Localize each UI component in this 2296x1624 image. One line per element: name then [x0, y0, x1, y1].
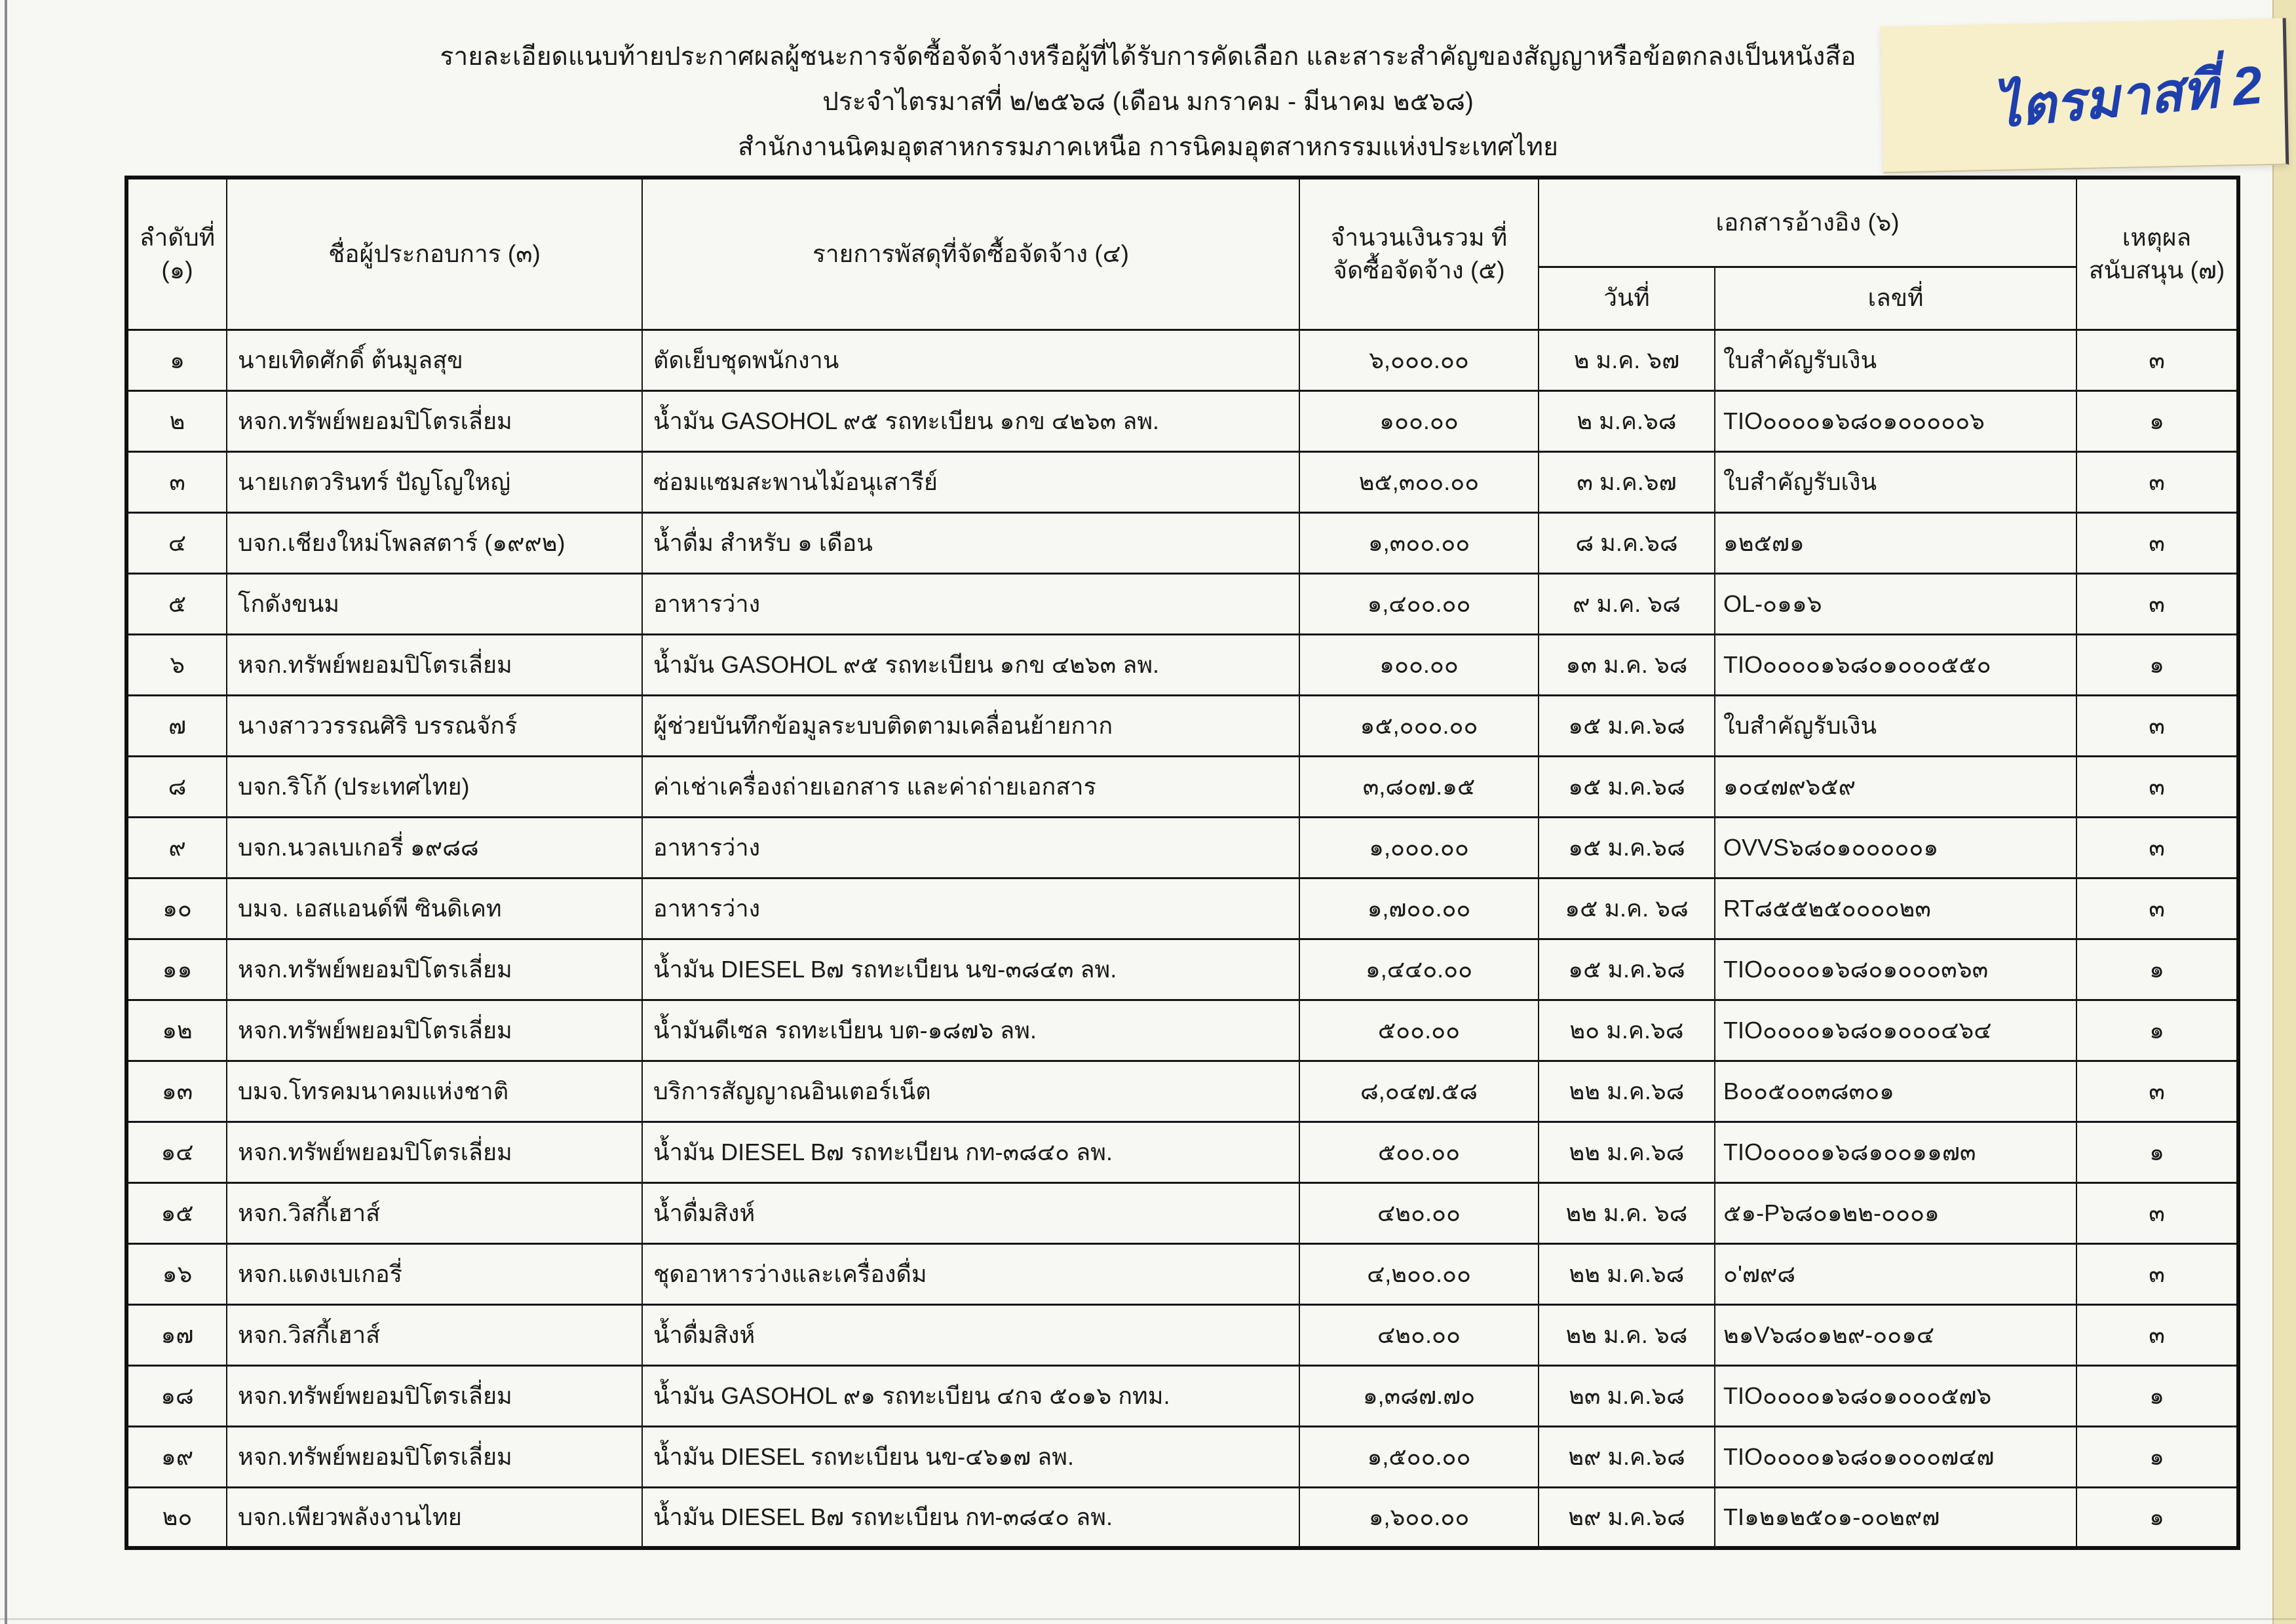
- col-seq-cell: ๑๖: [126, 1243, 227, 1304]
- col-reason-cell: ๑: [2076, 1000, 2238, 1061]
- col-seq-cell: ๑๙: [126, 1426, 227, 1487]
- col-seq-cell: ๖: [126, 634, 227, 695]
- col-number-cell: ๑๒๕๗๑: [1715, 512, 2076, 573]
- col-reason-cell: ๑: [2076, 939, 2238, 1000]
- sticky-note-handwriting: ไตรมาสที่ 2: [1991, 55, 2265, 140]
- header-number: เลขที่: [1715, 267, 2076, 330]
- table-row: [126, 939, 2238, 1000]
- header-reason-line2: สนับสนุน (๗): [2088, 256, 2225, 284]
- col-amount-cell: ๑,๓๐๐.๐๐: [1299, 512, 1539, 573]
- col-date-cell: ๘ ม.ค.๖๘: [1539, 512, 1715, 573]
- col-amount-cell: ๖,๐๐๐.๐๐: [1299, 330, 1539, 390]
- col-item-cell: น้ำดื่มสิงห์: [642, 1304, 1299, 1365]
- col-seq-cell: ๑๘: [126, 1365, 227, 1426]
- col-reason-cell: ๓: [2076, 756, 2238, 817]
- col-number-cell: TIO๐๐๐๐๑๖๘๑๐๐๑๑๗๓: [1715, 1122, 2076, 1182]
- col-item-cell: อาหารว่าง: [642, 878, 1299, 939]
- col-amount-cell: ๑,๔๐๐.๐๐: [1299, 573, 1539, 634]
- col-reason-cell: ๑: [2076, 390, 2238, 451]
- col-seq-cell: ๗: [126, 695, 227, 756]
- table-row: [126, 878, 2238, 939]
- col-seq-cell: ๑: [126, 330, 227, 390]
- col-vendor-cell: หจก.แดงเบเกอรี่: [227, 1243, 642, 1304]
- col-amount-cell: ๘,๐๔๗.๕๘: [1299, 1061, 1539, 1122]
- col-number-cell: RT๘๕๕๒๕๐๐๐๐๒๓: [1715, 878, 2076, 939]
- header-seq-line1: ลำดับที่: [139, 223, 216, 251]
- scan-bottom-shadow: [0, 1618, 2296, 1620]
- col-vendor-cell: บจก.เพียวพลังงานไทย: [227, 1487, 642, 1548]
- header-reason: [2076, 178, 2238, 330]
- header-vendor: ชื่อผู้ประกอบการ (๓): [227, 178, 642, 330]
- col-number-cell: ๑๐๔๗๙๖๕๙: [1715, 756, 2076, 817]
- col-number-cell: ๐'๗๙๘: [1715, 1243, 2076, 1304]
- col-vendor-cell: หจก.ทรัพย์พยอมปิโตรเลี่ยม: [227, 1365, 642, 1426]
- col-amount-cell: ๑,๕๐๐.๐๐: [1299, 1426, 1539, 1487]
- col-number-cell: TIO๐๐๐๐๑๖๘๐๑๐๐๐๐๐๖: [1715, 390, 2076, 451]
- col-reason-cell: ๑: [2076, 1426, 2238, 1487]
- col-reason-cell: ๓: [2076, 330, 2238, 390]
- col-date-cell: ๒๒ ม.ค. ๖๘: [1539, 1182, 1715, 1243]
- col-vendor-cell: หจก.ทรัพย์พยอมปิโตรเลี่ยม: [227, 390, 642, 451]
- header-item: รายการพัสดุที่จัดซื้อจัดจ้าง (๔): [642, 178, 1299, 330]
- col-reason-cell: ๓: [2076, 695, 2238, 756]
- col-date-cell: ๒๙ ม.ค.๖๘: [1539, 1487, 1715, 1548]
- col-seq-cell: ๘: [126, 756, 227, 817]
- table-row: [126, 1426, 2238, 1487]
- col-reason-cell: ๑: [2076, 1487, 2238, 1548]
- col-vendor-cell: หจก.ทรัพย์พยอมปิโตรเลี่ยม: [227, 634, 642, 695]
- col-amount-cell: ๔๒๐.๐๐: [1299, 1304, 1539, 1365]
- table-row: [126, 330, 2238, 390]
- col-date-cell: ๒๐ ม.ค.๖๘: [1539, 1000, 1715, 1061]
- col-amount-cell: ๑,๖๐๐.๐๐: [1299, 1487, 1539, 1548]
- col-date-cell: ๒๒ ม.ค.๖๘: [1539, 1061, 1715, 1122]
- col-amount-cell: ๓,๘๐๗.๑๕: [1299, 756, 1539, 817]
- col-reason-cell: ๑: [2076, 634, 2238, 695]
- procurement-table: [124, 176, 2240, 1550]
- col-reason-cell: ๓: [2076, 1061, 2238, 1122]
- header-seq-line2: (๑): [161, 256, 193, 284]
- col-date-cell: ๒ ม.ค. ๖๗: [1539, 330, 1715, 390]
- col-seq-cell: ๑๗: [126, 1304, 227, 1365]
- col-reason-cell: ๓: [2076, 573, 2238, 634]
- col-vendor-cell: บมจ. เอสแอนด์พี ซินดิเคท: [227, 878, 642, 939]
- col-number-cell: ใบสำคัญรับเงิน: [1715, 695, 2076, 756]
- col-vendor-cell: บมจ.โทรคมนาคมแห่งชาติ: [227, 1061, 642, 1122]
- col-item-cell: อาหารว่าง: [642, 573, 1299, 634]
- col-reason-cell: ๓: [2076, 451, 2238, 512]
- col-amount-cell: ๑๐๐.๐๐: [1299, 390, 1539, 451]
- col-item-cell: ชุดอาหารว่างและเครื่องดื่ม: [642, 1243, 1299, 1304]
- col-date-cell: ๒๒ ม.ค.๖๘: [1539, 1243, 1715, 1304]
- col-number-cell: TIO๐๐๐๐๑๖๘๐๑๐๐๐๕๕๐: [1715, 634, 2076, 695]
- table-row: [126, 1304, 2238, 1365]
- col-vendor-cell: นางสาววรรณศิริ บรรณจักร์: [227, 695, 642, 756]
- col-vendor-cell: บจก.นวลเบเกอรี่ ๑๙๘๘: [227, 817, 642, 878]
- table-row: [126, 1365, 2238, 1426]
- col-number-cell: TIO๐๐๐๐๑๖๘๐๑๐๐๐๕๗๖: [1715, 1365, 2076, 1426]
- col-date-cell: ๒๒ ม.ค.๖๘: [1539, 1122, 1715, 1182]
- table-row: [126, 1061, 2238, 1122]
- col-seq-cell: ๒๐: [126, 1487, 227, 1548]
- col-seq-cell: ๑๕: [126, 1182, 227, 1243]
- header-reason-line1: เหตุผล: [2122, 223, 2192, 251]
- col-amount-cell: ๑๐๐.๐๐: [1299, 634, 1539, 695]
- table-row: [126, 390, 2238, 451]
- col-date-cell: ๙ ม.ค. ๖๘: [1539, 573, 1715, 634]
- col-number-cell: B๐๐๕๐๐๓๘๓๐๑: [1715, 1061, 2076, 1122]
- col-seq-cell: ๓: [126, 451, 227, 512]
- header-reference-group: เอกสารอ้างอิง (๖): [1539, 178, 2076, 267]
- col-number-cell: OL-๐๑๑๖: [1715, 573, 2076, 634]
- col-item-cell: ผู้ช่วยบันทึกข้อมูลระบบติดตามเคลื่อนย้ายกาก: [642, 695, 1299, 756]
- col-number-cell: OVVS๖๘๐๑๐๐๐๐๐๑: [1715, 817, 2076, 878]
- col-seq-cell: ๔: [126, 512, 227, 573]
- col-item-cell: ค่าเช่าเครื่องถ่ายเอกสาร และค่าถ่ายเอกสาร: [642, 756, 1299, 817]
- col-seq-cell: ๑๑: [126, 939, 227, 1000]
- table-row: [126, 1122, 2238, 1182]
- col-number-cell: TIO๐๐๐๐๑๖๘๐๑๐๐๐๗๔๗: [1715, 1426, 2076, 1487]
- col-seq-cell: ๑๓: [126, 1061, 227, 1122]
- col-seq-cell: ๙: [126, 817, 227, 878]
- col-date-cell: ๒๒ ม.ค. ๖๘: [1539, 1304, 1715, 1365]
- col-item-cell: ตัดเย็บชุดพนักงาน: [642, 330, 1299, 390]
- col-date-cell: ๑๕ ม.ค. ๖๘: [1539, 878, 1715, 939]
- col-item-cell: ซ่อมแซมสะพานไม้อนุเสารีย์: [642, 451, 1299, 512]
- title-line-3: สำนักงานนิคมอุตสาหกรรมภาคเหนือ การนิคมอุตสาหกรรมแห่งประเทศไทย: [738, 133, 1558, 161]
- col-vendor-cell: หจก.ทรัพย์พยอมปิโตรเลี่ยม: [227, 1000, 642, 1061]
- table-row: [126, 573, 2238, 634]
- col-number-cell: ใบสำคัญรับเงิน: [1715, 330, 2076, 390]
- col-item-cell: น้ำดื่มสิงห์: [642, 1182, 1299, 1243]
- col-amount-cell: ๑,๔๔๐.๐๐: [1299, 939, 1539, 1000]
- col-vendor-cell: บจก.เชียงใหม่โพลสตาร์ (๑๙๙๒): [227, 512, 642, 573]
- col-item-cell: น้ำมัน GASOHOL ๙๕ รถทะเบียน ๑กข ๔๒๖๓ ลพ.: [642, 390, 1299, 451]
- table-row: [126, 695, 2238, 756]
- col-seq-cell: ๑๐: [126, 878, 227, 939]
- col-vendor-cell: โกดังขนม: [227, 573, 642, 634]
- col-number-cell: ๕๑-P๖๘๐๑๒๒-๐๐๐๑: [1715, 1182, 2076, 1243]
- table-body: [126, 330, 2238, 1548]
- table-row: [126, 817, 2238, 878]
- col-date-cell: ๑๓ ม.ค. ๖๘: [1539, 634, 1715, 695]
- col-number-cell: ใบสำคัญรับเงิน: [1715, 451, 2076, 512]
- col-item-cell: น้ำมัน DIESEL B๗ รถทะเบียน กท-๓๘๔๐ ลพ.: [642, 1122, 1299, 1182]
- col-date-cell: ๓ ม.ค.๖๗: [1539, 451, 1715, 512]
- col-vendor-cell: หจก.วิสกี้เฮาส์: [227, 1182, 642, 1243]
- col-amount-cell: ๑,๓๘๗.๗๐: [1299, 1365, 1539, 1426]
- col-vendor-cell: หจก.ทรัพย์พยอมปิโตรเลี่ยม: [227, 939, 642, 1000]
- col-date-cell: ๒๙ ม.ค.๖๘: [1539, 1426, 1715, 1487]
- col-item-cell: น้ำมัน GASOHOL ๙๑ รถทะเบียน ๔กจ ๕๐๑๖ กทม.: [642, 1365, 1299, 1426]
- table-row: [126, 1000, 2238, 1061]
- col-amount-cell: ๔๒๐.๐๐: [1299, 1182, 1539, 1243]
- col-reason-cell: ๓: [2076, 878, 2238, 939]
- col-date-cell: ๑๕ ม.ค.๖๘: [1539, 817, 1715, 878]
- col-amount-cell: ๕๐๐.๐๐: [1299, 1000, 1539, 1061]
- table-row: [126, 451, 2238, 512]
- col-item-cell: น้ำมัน DIESEL B๗ รถทะเบียน นข-๓๘๔๓ ลพ.: [642, 939, 1299, 1000]
- col-date-cell: ๑๕ ม.ค.๖๘: [1539, 695, 1715, 756]
- col-seq-cell: ๑๔: [126, 1122, 227, 1182]
- col-date-cell: ๑๕ ม.ค.๖๘: [1539, 756, 1715, 817]
- col-vendor-cell: นายเกตวรินทร์ ปัญโญใหญ่: [227, 451, 642, 512]
- col-seq-cell: ๒: [126, 390, 227, 451]
- col-amount-cell: ๕๐๐.๐๐: [1299, 1122, 1539, 1182]
- col-vendor-cell: นายเทิดศักดิ์ ต้นมูลสุข: [227, 330, 642, 390]
- col-amount-cell: ๑,๐๐๐.๐๐: [1299, 817, 1539, 878]
- col-number-cell: ๒๑V๖๘๐๑๒๙-๐๐๑๔: [1715, 1304, 2076, 1365]
- col-date-cell: ๒ ม.ค.๖๘: [1539, 390, 1715, 451]
- col-item-cell: น้ำมัน GASOHOL ๙๕ รถทะเบียน ๑กข ๔๒๖๓ ลพ.: [642, 634, 1299, 695]
- header-amount-line1: จำนวนเงินรวม ที่: [1330, 223, 1508, 251]
- table-header: [126, 178, 2238, 330]
- col-amount-cell: ๑๕,๐๐๐.๐๐: [1299, 695, 1539, 756]
- table-row: [126, 512, 2238, 573]
- col-amount-cell: ๔,๒๐๐.๐๐: [1299, 1243, 1539, 1304]
- col-reason-cell: ๓: [2076, 817, 2238, 878]
- sticky-note: [1881, 18, 2289, 174]
- header-date: วันที่: [1539, 267, 1715, 330]
- col-amount-cell: ๑,๗๐๐.๐๐: [1299, 878, 1539, 939]
- col-seq-cell: ๑๒: [126, 1000, 227, 1061]
- table-row: [126, 1487, 2238, 1548]
- title-line-2: ประจำไตรมาสที่ ๒/๒๕๖๘ (เดือน มกราคม - มีนาคม ๒๕๖๘): [822, 88, 1474, 116]
- scan-left-edge-line: [5, 0, 7, 1624]
- table-row: [126, 634, 2238, 695]
- col-reason-cell: ๑: [2076, 1122, 2238, 1182]
- scan-right-page-strip: [2272, 0, 2296, 1624]
- col-date-cell: ๑๕ ม.ค.๖๘: [1539, 939, 1715, 1000]
- col-vendor-cell: หจก.ทรัพย์พยอมปิโตรเลี่ยม: [227, 1122, 642, 1182]
- col-item-cell: อาหารว่าง: [642, 817, 1299, 878]
- table-row: [126, 1182, 2238, 1243]
- col-reason-cell: ๓: [2076, 512, 2238, 573]
- col-item-cell: บริการสัญญาณอินเตอร์เน็ต: [642, 1061, 1299, 1122]
- col-item-cell: น้ำมัน DIESEL รถทะเบียน นข-๔๖๑๗ ลพ.: [642, 1426, 1299, 1487]
- col-vendor-cell: หจก.ทรัพย์พยอมปิโตรเลี่ยม: [227, 1426, 642, 1487]
- col-item-cell: น้ำดื่ม สำหรับ ๑ เดือน: [642, 512, 1299, 573]
- col-item-cell: น้ำมันดีเซล รถทะเบียน บต-๑๘๗๖ ลพ.: [642, 1000, 1299, 1061]
- col-vendor-cell: บจก.ริโก้ (ประเทศไทย): [227, 756, 642, 817]
- title-line-1: รายละเอียดแนบท้ายประกาศผลผู้ชนะการจัดซื้อจัดจ้างหรือผู้ที่ได้รับการคัดเลือก และสาระสำคัญของสัญญาหรือข้อตกลงเป็นหนังสือ: [440, 43, 1856, 71]
- col-number-cell: TI๑๒๑๒๕๐๑-๐๐๒๙๗: [1715, 1487, 2076, 1548]
- col-number-cell: TIO๐๐๐๐๑๖๘๐๑๐๐๐๓๖๓: [1715, 939, 2076, 1000]
- header-amount: [1299, 178, 1539, 330]
- col-amount-cell: ๒๕,๓๐๐.๐๐: [1299, 451, 1539, 512]
- col-date-cell: ๒๓ ม.ค.๖๘: [1539, 1365, 1715, 1426]
- table-row: [126, 756, 2238, 817]
- col-reason-cell: ๑: [2076, 1365, 2238, 1426]
- col-reason-cell: ๓: [2076, 1182, 2238, 1243]
- col-item-cell: น้ำมัน DIESEL B๗ รถทะเบียน กท-๓๘๔๐ ลพ.: [642, 1487, 1299, 1548]
- header-seq: [126, 178, 227, 330]
- header-amount-line2: จัดซื้อจัดจ้าง (๕): [1333, 256, 1505, 284]
- col-vendor-cell: หจก.วิสกี้เฮาส์: [227, 1304, 642, 1365]
- col-number-cell: TIO๐๐๐๐๑๖๘๐๑๐๐๐๔๖๔: [1715, 1000, 2076, 1061]
- table-row: [126, 1243, 2238, 1304]
- col-seq-cell: ๕: [126, 573, 227, 634]
- col-reason-cell: ๓: [2076, 1243, 2238, 1304]
- col-reason-cell: ๓: [2076, 1304, 2238, 1365]
